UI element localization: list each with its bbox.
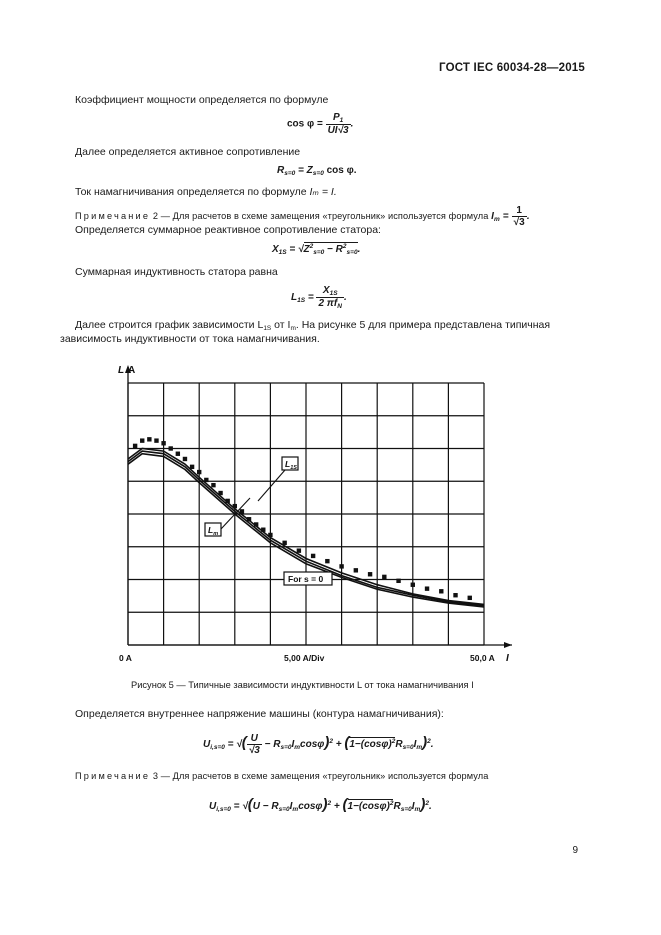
data-point-marker	[140, 438, 144, 442]
x-axis-arrow	[504, 642, 512, 648]
data-point-marker	[204, 478, 208, 482]
data-point-marker	[297, 548, 301, 552]
formula-cos-den: UI√3	[327, 125, 349, 136]
data-point-marker	[218, 491, 222, 495]
paragraph-reactance: Определяется суммарное реактивное сопротивление статора:	[75, 224, 381, 236]
data-point-marker	[453, 593, 457, 597]
data-point-marker	[354, 568, 358, 572]
formula-inductance: $L_{1S}$ = $\frac{X_{1S}}{2 \pi f_N}$ .	[291, 285, 347, 310]
data-point-marker	[225, 499, 229, 503]
data-point-marker	[133, 444, 137, 448]
figure-caption: Рисунок 5 — Типичные зависимости индуктивности L от тока намагничивания I	[131, 680, 474, 690]
data-point-marker	[311, 554, 315, 558]
data-point-marker	[176, 452, 180, 456]
note2-formula: $I_m$ = $\frac{1}{√3}$ .	[491, 205, 530, 228]
data-point-marker	[261, 528, 265, 532]
data-point-marker	[240, 509, 244, 513]
inductance-chart	[100, 355, 520, 665]
paragraph-internal-voltage: Определяется внутреннее напряжение машины (контура намагничивания):	[75, 708, 444, 720]
paragraph-graph-intro-cont: зависимость индуктивности от тока намагничивания.	[60, 333, 320, 345]
data-point-marker	[268, 533, 272, 537]
paragraph-magnetizing-current: Ток намагничивания определяется по формуле Iₘ = I.	[75, 186, 337, 198]
data-point-marker	[197, 470, 201, 474]
annotation-label-Lm: $L_m$	[208, 525, 219, 537]
page-number: 9	[572, 845, 578, 856]
annotation-sub-L1S: 1S	[290, 465, 297, 471]
formula-reactance: $X_{1S} = √Z^2_{s=0} - R^2_{s=0}$.	[272, 243, 361, 256]
data-point-marker	[183, 457, 187, 461]
annotation-label-L1S: $L_{1S}$	[285, 459, 297, 471]
x-tick-label-end: 50,0 A	[470, 653, 495, 663]
note-2: Примечание 2 — Для расчетов в схеме замещения «треугольник» используется формула $I_m$ = $\frac{1}{√3}$ .	[75, 205, 530, 228]
data-point-marker	[339, 564, 343, 568]
data-point-marker	[247, 517, 251, 521]
paragraph-inductance: Суммарная индуктивность статора равна	[75, 266, 278, 278]
data-point-marker	[325, 559, 329, 563]
data-point-marker	[147, 437, 151, 441]
data-point-marker	[161, 441, 165, 445]
note-3: Примечание 3 — Для расчетов в схеме замещения «треугольник» используется формула	[75, 771, 489, 781]
data-point-marker	[169, 446, 173, 450]
y-axis-label: L	[118, 365, 125, 376]
data-point-marker	[411, 583, 415, 587]
data-point-marker	[368, 572, 372, 576]
data-point-marker	[282, 541, 286, 545]
data-point-marker	[382, 575, 386, 579]
data-point-marker	[396, 579, 400, 583]
formula-internal-voltage-delta: $U_{i,s=0} = √(U - R_{s=0}I_m\cos\varphi)^2 + (1-(\cos\varphi)^2R_{s=0}I_m)^2$.	[209, 796, 432, 813]
data-point-marker	[211, 483, 215, 487]
x-axis-label: I	[506, 653, 509, 664]
data-point-marker	[254, 522, 258, 526]
annotation-label-for-s0: For s = 0	[288, 574, 324, 584]
paragraph-graph-intro: Далее строится график зависимости $L_{1S}$ от $I_m$. На рисунке 5 для примера представлена типичная	[75, 319, 551, 332]
y-axis-label-unit: A	[128, 365, 136, 376]
x-tick-label-div: 5,00 A/Div	[284, 653, 325, 663]
data-point-marker	[425, 586, 429, 590]
paragraph-power-factor: Коэффициент мощности определяется по формуле	[75, 94, 329, 106]
data-point-marker	[468, 596, 472, 600]
annotation-leader-L1S	[258, 470, 285, 501]
chart-grid	[125, 365, 512, 648]
formula-cos-lhs: cos φ =	[287, 118, 323, 130]
paragraph-active-resistance: Далее определяется активное сопротивление	[75, 146, 301, 158]
data-point-marker	[233, 504, 237, 508]
data-point-marker	[439, 589, 443, 593]
annotation-sub-Lm: m	[213, 531, 219, 537]
formula-internal-voltage: $U_{i,s=0}$ = √( $\frac{U}{√3}$ − $R_{s=0}I_m\cos\varphi)^2 + (1-(\cos\varphi)^2R_{s=0}I_m)^2$.	[203, 733, 434, 756]
data-point-marker	[190, 465, 194, 469]
formula-cos-phi: cos φ = $\frac{P_1}{UI√3}$ .	[287, 112, 354, 136]
formula-cos-num: $P_1$	[326, 112, 351, 125]
document-header: ГОСТ IEC 60034-28—2015	[439, 62, 585, 74]
data-point-marker	[154, 438, 158, 442]
x-tick-label-start: 0 A	[119, 653, 132, 663]
formula-resistance: $R_{s=0} = Z_{s=0}$ cos φ.	[277, 165, 357, 177]
